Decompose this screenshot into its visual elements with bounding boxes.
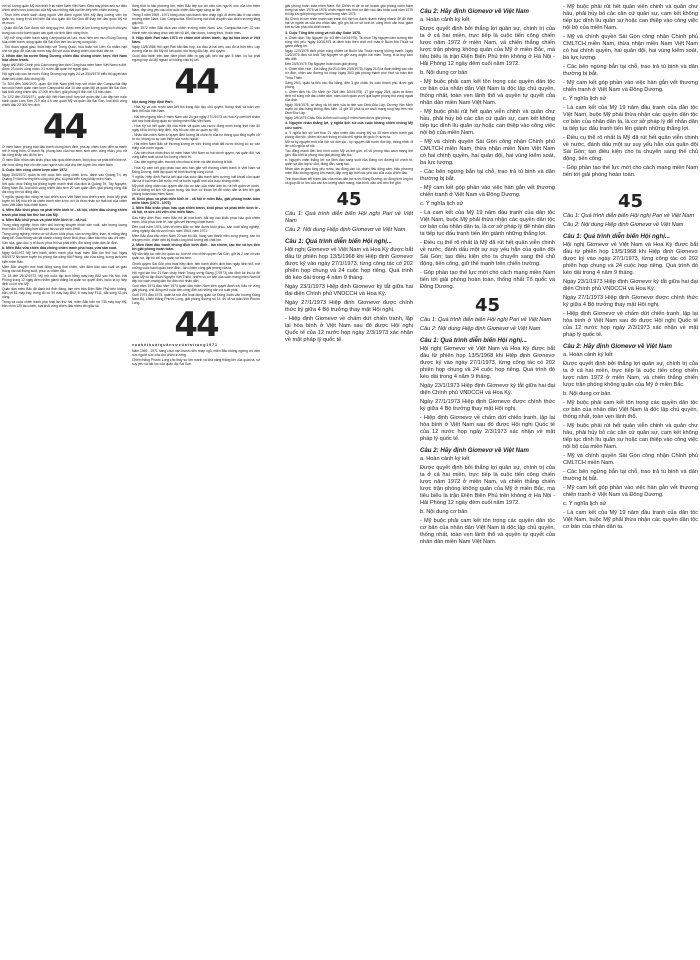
subheading: c. Ý nghĩa lịch sử: [563, 96, 607, 102]
paragraph: Chính quyền Sài Gòn phá hoại hiệp định, tiến hành chiến dịch tràn ngập lãnh thổ, mở những cuộc hành quân bình định - lấn chiếm vùng giải phóng của ta.: [132, 261, 260, 270]
paragraph: Ngày 30/3/1972, quân ta mở cuộc tiến công chiến lược, đánh vào Quảng Trị, lấy Quảng Trị làm hướng tiến công chủ yếu, rồi phát triển rộng khắp miền Nam.: [2, 172, 127, 181]
paragraph: - Góp phần tạo thế lực mới cho cách mạng miền Nam tiến tới giải phóng hoàn toàn, thống nhất Tổ quốc và Đông Dương.: [420, 270, 555, 290]
paragraph: Mở ra kỷ nguyên mới của lịch sử dân tộc - kỷ nguyên đất nước độc lập, thống nhất, đi lên chủ nghĩa xã hội.: [285, 139, 413, 148]
paragraph: Ngày 13/5/1968 Hội nghị Pari bắt đầu họp, lúc đầu là hai bên, sau đó là bốn bên. Lập trường của ta: đòi Mỹ rút hết quân, tôn trọng độc lập, chủ quyền.: [132, 44, 260, 53]
paragraph: - Mỹ buộc phải rút hết quân viễn chinh và quân chư hầu, phải hủy bỏ các căn cứ quân sự, cam kết không tiếp tục dính líu quân sự hoặc can thiệp vào công việc nội bộ của miền Nam.: [420, 109, 555, 136]
paragraph: - Mỹ và chính quyền Sài Gòn công nhận Chính phủ CMLTCH miền Nam.: [563, 453, 698, 466]
paragraph: Ở miền Bắc: nhân dân khắc phục hậu quả chiến tranh, khôi phục và phát triển kinh tế, văn hóa, đồng thời chi viện sức người sức của cho tiền tuyến lớn miền Nam.: [2, 158, 127, 167]
paragraph: Mỹ vẫn tiếp tục viện trợ quân sự, kinh tế cho chính quyền Sài Gòn, giữ lại 2 vạn cố vấn quân sự, lập bộ chỉ huy quân sự trá hình.: [132, 252, 260, 261]
paragraph: - Hiệp định Giơnevơ về chấm dứt chiến tranh, lập lại hòa bình ở Việt Nam sau đó được Hội nghị Quốc tế của 12 nước họp ngày 2/3/1973 xác nhận về mặt pháp lý quốc tế.: [285, 315, 413, 343]
paragraph: a. Chiến dịch Tây Nguyên (từ 4/3 đến 24/3/1975). Ta chọn Tây Nguyên làm hướng tiến công chủ yếu. Ngày 10/3/1975 ta đánh trận then chốt mở màn ở Buôn Ma Thuột và giành thắng lợi.: [285, 35, 413, 48]
paragraph: Trong cả cuộc chiến tranh phá hoại lần thứ hai, miền Bắc bắn rơi 735 máy bay Mỹ, bắn chìm 125 tàu chiến, loại khỏi vòng chiến đấu nhiều tên giặc lái.: [2, 300, 127, 309]
caption: Câu 1: Quá trình diễn biến Hội nghị Pari về Việt Nam: [420, 317, 552, 323]
paragraph: Hội nghị cấp cao ba nước Đông Dương họp ngày 24 và 25/4/1970 biểu thị quyết tâm đoàn kết chiến đấu chống Mỹ.: [2, 72, 127, 81]
paragraph: - Là cam kết của Mỹ 19 năm đầu tranh của dân tộc Việt Nam, buộc Mỹ phải thừa nhận các quyền dân tộc cơ bản của nhân dân ta.: [563, 510, 698, 530]
paragraph: - Mỹ cam kết góp phần vào việc hàn gắn vết thương chiến tranh ở Việt Nam và Đông Dương.: [563, 80, 698, 93]
question-heading: Câu 2: Hãy định Giơnevơ về Việt Nam: [420, 447, 529, 454]
paragraph: Chiến thắng Phước Long cho thấy sự lớn mạnh và khả năng thắng lớn của quân ta, sự suy yếu và bất lực của quân đội Sài Gòn.: [132, 357, 260, 366]
section-heading: III. Khôi phục và phát triển kinh tế - xã hội ở miền Bắc, giải phóng hoàn toàn miền Nam (1973 - 1975): [132, 197, 260, 206]
paragraph: Bộ Chính trị còn nhấn mạnh cần tranh thủ thời cơ đánh nhanh thắng nhanh để đỡ thiệt hại về người và của cho nhân dân, giữ gìn tốt cơ sở kinh tế, công trình văn hóa, giảm bớt sự tàn phá của chiến tranh.: [285, 17, 413, 30]
column-4: [420, 4, 555, 958]
paragraph: Hội nghị Giơnevơ về Việt Nam và Hoa Kỳ được bắt đầu từ phiên họp 13/5/1968 khi Hiệp định Giơnevơ được ký vào ngày 27/1/1973, từng công tác có 202 phiên họp chung và 24 cuộc họp riêng. Quá trình đó kéo dài trong 4 năm 9 tháng.: [420, 346, 555, 380]
subheading: a. Hoàn cảnh ký kết: [420, 17, 470, 23]
paragraph: đồng thời là hậu phương lớn, miền Bắc tiếp tục chi viện sức người, sức của cho miền Nam, đáp ứng yêu cầu của cuộc chiến đấu ngày càng ác liệt.: [132, 4, 260, 13]
paragraph: Hội nghị Giơnevơ về Việt Nam và Hoa Kỳ được bắt đầu từ phiên họp 13/5/1968 khi Hiệp định Giơnevơ được ký vào ngày 27/1/1973, từng công tác có 202 phiên họp chung và 24 cuộc họp riêng. Quá trình đó kéo dài trong 4 năm 9 tháng.: [285, 246, 413, 281]
section-heading: 5. Hiệp định Pari năm 1973 về chấm dứt chiến tranh, lập lại hòa bình ở Việt Nam.: [132, 35, 260, 44]
page-number: 44: [42, 107, 87, 148]
paragraph: - Góp phần tạo thế lực mới cho cách mạng miền Nam tiến tới giải phóng hoàn toàn.: [563, 165, 698, 178]
subheading: b. Nội dung cơ bản: [563, 391, 611, 397]
section-heading: 1. Miền Bắc khắc phục hậu quả chiến tranh, khôi phục và phát triển kinh tế - xã hội, ra sức chi viện cho miền Nam.: [132, 206, 260, 215]
paragraph: Quân dân miền Bắc đã đánh trả đích đáng, làm nên trận Điện Biên Phủ trên không, bắn rơi 81 máy bay, trong đó có 34 máy bay B52, 5 máy bay F111, bắt sống 43 phi công.: [2, 287, 127, 300]
paragraph: - Hai bên ngừng bắn ở miền Nam vào 24 giờ ngày 27/1/1973 và Hoa Kỳ cam kết chấm dứt mọi hoạt động quân sự chống miền Bắc Việt Nam.: [132, 114, 260, 123]
paragraph: Miền Bắc chuyển mọi hoạt động sang thời chiến, vẫn đảm bảo sản xuất và giao thông vận tải thông suốt, phục vụ chiến đấu.: [2, 264, 127, 273]
paragraph: - Mỹ buộc phải cam kết tôn trọng các quyền dân tộc cơ bản của nhân dân Việt Nam là độc lập chủ quyền, thống nhất, toàn vẹn lãnh thổ.: [563, 400, 698, 420]
section-heading: 2. Nhân dân ba nước Đông Dương chiến đấu chống chiến lược Việt Nam hóa chiến tranh.: [2, 54, 127, 63]
subheading: c. Ý nghĩa lịch sử: [420, 201, 464, 207]
col3-dense-block: [285, 4, 413, 185]
col3-readable-block: [285, 188, 413, 344]
paragraph: - Mỹ cam kết góp phần vào việc hàn gắn vết thương chiến tranh ở Việt Nam và Đông Dương.: [420, 185, 555, 198]
section-heading: b. Miền Bắc vừa chiến đấu chống chiến tranh phá hoại, vừa sản xuất.: [2, 246, 118, 251]
subheading: b. Nội dung cơ bản: [420, 509, 468, 515]
paragraph: - Thực hiện chính sách dùng người Việt đánh người Việt. Mỹ tăng cường viện trợ quân sự, trang bị vũ khí hiện đại cho quân đội Sài Gòn để thay thế dần quân Mỹ rút về nước.: [2, 13, 127, 26]
paragraph: Ngày 23/1/1973 Hiệp định Giơnevơ ký tắt giữa hai đại diện Chính phủ VNDCCH và Hoa Kỳ.: [563, 279, 698, 292]
paragraph: Mỹ phải công nhận các quyền dân tộc cơ bản của nhân dân ta, rút hết quân về nước. Đó là thắng lợi lịch sử quan trọng, tạo thời cơ thuận lợi để nhân dân ta tiến lên giải phóng hoàn toàn miền Nam.: [132, 183, 260, 197]
page-number: 44: [174, 305, 218, 346]
paragraph: - Mỹ và chính quyền Sài Gòn công nhận Chính phủ CMLTCH miền Nam, thừa nhận miền Nam Việt Nam có hai chính quyền, hai quân đội, hai vùng kiểm soát, ba lực lượng.: [420, 139, 555, 166]
col2-block-b: [132, 100, 260, 305]
paragraph: - Mỹ buộc phải cam kết tôn trọng các quyền dân tộc cơ bản của nhân dân Việt Nam là độc lập chủ quyền, thống nhất, toàn vẹn lãnh thổ và quyền tự quyết của nhân dân miền Nam Việt Nam.: [420, 518, 555, 545]
paragraph: b. Chiến dịch Huế - Đà Nẵng (từ 21/3 đến 29/3/1975). Ngày 21/3 ta đánh thẳng vào căn cứ địch, chặn các đường rút chạy. Ngày 26/3 giải phóng thành phố Huế và toàn tỉnh Thừa Thiên.: [285, 67, 413, 80]
paragraph: Trong 3 năm 1969 - 1971 hàng chục vạn thanh niên nhập ngũ, đi chiến đấu ở các chiến trường miền Nam, Lào, Campuchia. Khối lượng vật chất chuyển vào chiến trường tăng gấp bội.: [132, 13, 260, 26]
paragraph: Tinh thần đoàn kết chiến đấu của nhân dân ba nước Đông Dương, sự đồng tình ủng hộ và giúp đỡ to lớn của các lực lượng cách mạng, hòa bình, dân chủ trên thế giới.: [285, 176, 413, 185]
paragraph: - Nhân dân miền Nam tự quyết định tương lai chính trị của họ thông qua tổng tuyển cử tự do, không có sự can thiệp của nước ngoài.: [132, 132, 260, 141]
paragraph: Từ 12/2 đến 23/3/1971, quân đội Việt Nam phối hợp với quân dân Lào đập tan cuộc hành quân Lam Sơn 719 của 4,5 vạn quân Mỹ và quân đội Sài Gòn, loại khỏi vòng chiến đấu 22.000 tên địch.: [2, 94, 127, 108]
paragraph: giải phóng hoàn toàn miền Nam. Bộ Chính trị đề ra kế hoạch giải phóng miền Nam trong hai năm 1975 và 1976, nhấn mạnh nếu thời cơ đến vào đầu hoặc cuối năm 1975 thì lập tức giải phóng miền Nam trong năm 1975.: [285, 4, 413, 17]
question-heading: Câu 1: Quá trình diễn biến Hội nghị...: [563, 233, 670, 240]
paragraph: Sau Hiệp định Pari, miền Bắc trở lại hòa bình, bắt tay vào khắc phục hậu quả chiến tranh, khôi phục kinh tế, hàn gắn vết thương chiến tranh.: [132, 215, 260, 224]
paragraph: Năm 1972 miền Bắc đưa vào chiến trường miền Nam, Lào, Campuchia hơn 22 vạn thanh niên và hàng chục vạn tấn vũ khí, đạn dược, lương thực, thuốc men.: [132, 26, 260, 35]
page-number: 45: [474, 295, 501, 316]
paragraph: Ngày 27/1/1973 Hiệp định Giơnevơ được chính thức ký giữa 4 Bộ trưởng thay mặt Hội nghị.: [563, 295, 698, 308]
paragraph: Ý nghĩa: giáng đòn nặng nề vào chiến lược Việt Nam hóa chiến tranh, buộc Mỹ phải tuyên bố Mỹ hóa trở lại chiến tranh xâm lược, tức là thừa nhận sự thất bại của chiến lược Việt Nam hóa chiến tranh.: [2, 195, 127, 208]
paragraph: - Hoa Kỳ và các nước cam kết tôn trọng độc lập, chủ quyền, thống nhất và toàn vẹn lãnh thổ của Việt Nam.: [132, 105, 260, 114]
paragraph: Ngày 23/1/1973 Hiệp định Giơnevơ ký tắt giữa hai đại diện Chính phủ VNDCCH và Hoa Kỳ.: [420, 383, 555, 396]
subheading: a. Hoàn cảnh ký kết: [420, 456, 470, 462]
section-heading: 2. Miền Nam đấu tranh chống địch bình định - lấn chiếm, tạo thế và lực tiến tới giải phóng hoàn toàn.: [132, 243, 260, 252]
caption: Câu 1: Quá trình diễn biến Hội nghị Pari về Việt Nam: [285, 210, 413, 224]
question-heading: Câu 2: Hãy định Giơnevơ về Việt Nam: [420, 8, 529, 15]
page-number: 45: [617, 191, 644, 212]
paragraph: - Hoa Kỳ cam kết góp phần vào việc hàn gắn vết thương chiến tranh ở Việt Nam và Đông Dương, thiết lập quan hệ bình thường cùng có lợi.: [132, 165, 260, 174]
paragraph: - Là cam kết của Mỹ 19 năm đầu tranh của dân tộc Việt Nam, buộc Mỹ phải thừa nhận các quyền dân tộc cơ bản của nhân dân ta, là cơ sở pháp lý để nhân dân ta tiếp tục đấu tranh tiến lên giành những thắng lợi.: [563, 105, 698, 132]
paragraph: - Hai miền Nam Bắc sẽ thương lượng về việc thống nhất đất nước không có sự can thiệp của nước ngoài.: [132, 142, 260, 151]
paragraph: Ngày 2/5/1975 Châu Đốc là tỉnh cuối cùng ở miền Nam được giải phóng.: [285, 116, 392, 121]
paragraph: Văn hóa, giáo dục, y tế được phục hồi và phát triển, đời sống nhân dân ổn định.: [2, 241, 119, 246]
paragraph: Tác động mạnh đến tình hình nước Mỹ và thế giới, cổ vũ phong trào cách mạng thế giới, đặc biệt là phong trào giải phóng dân tộc.: [285, 149, 413, 158]
paragraph: - Mỹ buộc phải rút hết quân viễn chinh và quân chư hầu, phải hủy bỏ các căn cứ quân sự, cam kết không tiếp tục dính líu quân sự hoặc can thiệp vào công việc nội bộ của miền Nam.: [563, 423, 698, 450]
section-heading: a. Miền Bắc khôi phục và phát triển kinh tế - xã hội.: [2, 217, 87, 222]
paragraph: - Hiệp định Giơnevơ về chấm dứt chiến tranh, lập lại hòa bình ở Việt Nam sau đó được Hội nghị Quốc tế của 12 nước họp ngày 2/3/1973 xác nhận về mặt pháp lý quốc tế.: [420, 415, 555, 442]
section-heading: 4. Miền Bắc khôi phục và phát triển kinh tế - xã hội, chiến đấu chống chiến tranh phá hoại lần thứ hai của Mỹ.: [2, 208, 127, 217]
paragraph: c. Chiến dịch Hồ Chí Minh (từ 26/4 đến 30/4/1975). 17 giờ ngày 26/4, quân ta được lệnh nổ súng mở đầu chiến dịch, năm cánh quân vượt qua tuyến phòng thủ vòng ngoài của địch.: [285, 89, 413, 102]
paragraph: - Các bên ngừng bắn tại chỗ, trao trả tù binh và dân thường bị bắt.: [420, 169, 555, 182]
paragraph: Miền Bắc đưa vào miền Nam 20 vạn bộ đội, hàng vạn thanh niên xung phong, cán bộ chuyên môn, nhân viên kỹ thuật cùng khối lượng vật chất lớn.: [132, 233, 260, 243]
paragraph: - Các bên thừa nhận thực tế miền Nam Việt Nam có hai chính quyền, hai quân đội, hai vùng kiểm soát và ba lực lượng chính trị.: [132, 151, 260, 160]
subheading: c. Ý nghĩa lịch sử: [563, 501, 607, 507]
col1-block-a: [2, 4, 127, 107]
paragraph: - Hiệp định Giơnevơ về chấm dứt chiến tranh, lập lại hòa bình ở Việt Nam sau đó được Hội nghị Quốc tế của 12 nước họp ngày 2/3/1973 xác nhận về mặt pháp lý quốc tế.: [563, 311, 698, 338]
paragraph: - Mỹ cam kết góp phần vào việc hàn gắn vết thương chiến tranh ở Việt Nam và Đông Dương.: [563, 485, 698, 498]
paragraph: Trong công nghiệp, nhiều cơ sở được khôi phục, sản lượng điện, than, xi măng tăng đáng kể. Giao thông vận tải nhanh chóng được khôi phục, đảm bảo nhu cầu chi viện.: [2, 231, 127, 241]
paragraph: Ở miền Nam: phong trào đấu tranh chống bình định, phá ấp chiến lược diễn ra mạnh mẽ ở nông thôn. Ở thành thị, phong trào của học sinh, sinh viên, công nhân, phụ nữ lan rộng khắp các đô thị lớn.: [2, 145, 127, 158]
paragraph: Hội nghị Giơnevơ về Việt Nam và Hoa Kỳ được bắt đầu từ phiên họp 13/5/1968 khi Hiệp định Giơnevơ được ký vào ngày 27/1/1973, từng công tác có 202 phiên họp chung và 24 cuộc họp riêng. Quá trình đó kéo dài trong 4 năm 9 tháng.: [563, 242, 698, 276]
paragraph: - Các bên ngừng bắn, trao trả cho nhau tù binh và dân thường bị bắt.: [132, 160, 233, 165]
paragraph: - Mỹ và chính quyền Sài Gòn công nhận Chính phủ CMLTCH miền Nam, thừa nhận miền Nam Việt Nam có hai chính quyền, hai quân đội, hai vùng kiểm soát, ba lực lượng.: [563, 34, 698, 61]
paragraph: Cuộc đấu tranh trên bàn đàm phán diễn ra gay gắt, kéo dài gần 5 năm, có lúc phải ngừng họp do Mỹ ngoan cố không chịu ký kết.: [132, 54, 260, 63]
paragraph: - Điều cụ thể rõ nhất là Mỹ đã rút hết quân viễn chinh về nước, đánh dấu một sự suy yếu hẳn của quân đội Sài Gòn; tạo điều kiện cho ta chuyển sang thế chủ động, tiến công, giữ thế mạnh trên chiến trường.: [420, 240, 555, 267]
paragraph: Hội nghị lần thứ 21 Ban chấp hành Trung ương Đảng (7/1973) xác định kẻ thù là đế quốc Mỹ và tập đoàn Nguyễn Văn Thiệu, nhiệm vụ cơ bản của cách mạng miền Nam là tiếp tục cách mạng dân tộc dân chủ nhân dân.: [132, 270, 260, 283]
paragraph: - Các bên ngừng bắn tại chỗ, trao trả tù binh và dân thường bị bắt.: [563, 469, 698, 482]
paragraph: Được quyết định bởi thắng lợi quân sự, chính trị của ta ở cả hai miền, trực tiếp là cuộc tiến công chiến lược năm 1972 ở miền Nam, và chiến thắng chiến lược trận phòng không quân của Mỹ ở miền Bắc.: [563, 361, 698, 388]
paragraph: Đến 24/3/1975 Tây Nguyên hoàn toàn giải phóng.: [285, 62, 358, 67]
paragraph: Trong nông nghiệp, thực hiện chủ trương khuyến khích sản xuất, sản lượng lương thực năm 1970 tăng hơn 60 vạn tấn so với năm 1968.: [2, 222, 127, 231]
paragraph: Ngày 6/6/1969 Chính phủ Cách mạng lâm thời Cộng hòa miền Nam Việt Nam ra đời, được 23 nước công nhận, 21 nước đặt quan hệ ngoại giao.: [2, 63, 127, 72]
column-2: [132, 4, 260, 958]
question-heading: Câu 1: Quá trình diễn biến Hội nghị...: [285, 237, 392, 245]
caption: Câu 1: Quá trình diễn biến Hội nghị Pari về Việt Nam: [563, 213, 695, 219]
paragraph: - Là cam kết của Mỹ 19 năm đầu tranh của dân tộc Việt Nam, buộc Mỹ phải thừa nhận các quyền dân tộc cơ bản của nhân dân ta, là cơ sở pháp lý để nhân dân ta tiếp tục đấu tranh tiến lên giành những thắng lợi.: [420, 210, 555, 237]
paragraph: - Quân đội Sài Gòn được mở rộng quy mô, được xem là lực lượng xung kích chủ yếu trong các cuộc hành quân càn quét và bình định nông thôn.: [2, 26, 127, 35]
paragraph: Được quyết định bởi thắng lợi quân sự, chính trị của ta ở cả hai miền, trực tiếp là cuộc tiến công chiến lược năm 1972 ở miền Nam, và chiến thắng chiến lược trận phòng không quân của Mỹ ở miền Bắc, mà tiêu biểu là trận Điện Biên Phủ trên không ở Hà Nội - Hải Phòng 12 ngày đêm cuối năm 1972.: [420, 465, 555, 506]
section-heading: 4. Nguyên nhân thắng lợi, ý nghĩa lịch sử của cuộc kháng chiến chống Mỹ cứu nước.: [285, 121, 413, 130]
paragraph: Từ 18 đến 29/12/1972, Mỹ mở cuộc tập kích bằng máy bay B52 vào Hà Nội, Hải Phòng trong 12 ngày đêm nhằm giành thắng lợi quân sự quyết định, buộc ta ký hiệp định có lợi cho Mỹ.: [2, 273, 127, 286]
paragraph: Từ 30/4 đến 30/6/1970, quân đội Việt Nam phối hợp với nhân dân Campuchia đập tan cuộc hành quân xâm lược Campuchia của 10 vạn quân Mỹ và quân đội Sài Gòn, loại khỏi vòng chiến đấu 17.000 tên địch, giải phóng 5 tỉnh với 4,5 triệu dân.: [2, 81, 127, 94]
caption: Câu 2: Nội dung Hiệp định Giơnevơ về Việt Nam: [420, 326, 541, 332]
column-5: [563, 4, 698, 958]
section-heading: 3. Cuộc Tổng tiến công và nổi dậy Xuân 1975.: [285, 30, 361, 35]
paragraph: Được quyết định bởi thắng lợi quân sự, chính trị của ta ở cả hai miền, trực tiếp là cuộc tiến công chiến lược năm 1972 ở miền Nam, và chiến thắng chiến lược trận phòng không quân của Mỹ ở miền Bắc, mà tiêu biểu là trận Điện Biên Phủ trên không ở Hà Nội - Hải Phòng 12 ngày đêm cuối năm 1972.: [420, 26, 555, 67]
paragraph: - Điều cụ thể rõ nhất là Mỹ đã rút hết quân viễn chinh về nước, đánh dấu một sự suy yếu hẳn của quân đội Sài Gòn; tạo điều kiện cho ta chuyển sang thế chủ động, tiến công.: [563, 135, 698, 162]
caption: Câu 2: Nội dung Hiệp định Giơnevơ về Việt Nam: [285, 226, 406, 233]
subheading: a. Hoàn cảnh ký kết: [563, 352, 613, 358]
paragraph: Cuối năm 1973 đầu năm 1974 quân dân miền Nam kiên quyết đánh trả, bảo vệ vùng giải phóng, chủ động mở cuộc tiến công địch tại những căn cứ xuất phát.: [132, 283, 260, 293]
paragraph: Đến cuối năm 1974, kinh tế miền Bắc cơ bản được khôi phục, sản xuất nông nghiệp, công nghiệp đạt và vượt mức năm 1964, năm 1971.: [132, 224, 260, 233]
paragraph: Ngày 23/1/1973 Hiệp định Giơnevơ ký tắt giữa hai đại diện Chính phủ VNDCCH và Hoa Kỳ.: [285, 283, 413, 297]
paragraph: Ngày 12/3/1975 địch phản công chiếm lại Buôn Ma Thuột nhưng không thành. Ngày 14/3/1975 địch rút khỏi Tây Nguyên về giữ vùng duyên hải miền Trung, bị ta truy kích tiêu diệt.: [285, 48, 413, 62]
section-heading: Nội dung Hiệp định Pari:: [132, 100, 173, 105]
column-3: [285, 4, 413, 958]
paragraph: Ngày 6/4/1972 Mỹ tiến hành chiến tranh phá hoại miền Bắc lần thứ hai. Ngày 9/5/1972 Níchxơn tuyên bố phong tỏa cảng Hải Phòng, các cửa sông, luồng lạch ven biển miền Bắc.: [2, 251, 127, 264]
section-heading: 3. Cuộc tiến công chiến lược năm 1972: [2, 167, 68, 172]
paragraph: Cuối 1974 đầu 1975, quân ta mở đợt hoạt động quân sự Đông Xuân vào hướng Đông Nam Bộ, chiến thắng Phước Long, giải phóng đường số 14, thị xã và toàn tỉnh Phước Long.: [132, 293, 260, 306]
paragraph: Sáng 29/3, quân ta tiến vào Đà Nẵng, đến 3 giờ chiều thì toàn thành phố được giải phóng.: [285, 80, 413, 89]
paragraph: Kết quả: chọc thủng ba phòng tuyến mạnh nhất của địch là Quảng Trị, Tây Nguyên, Đông Nam Bộ, loại khỏi vòng chiến đấu hơn 20 vạn quân địch, giải phóng vùng đất đai rộng lớn và đông dân.: [2, 181, 127, 195]
caption: Câu 2: Nội dung Hiệp định Giơnevơ về Việt Nam: [563, 222, 684, 228]
paragraph: - Mỹ buộc phải cam kết tôn trọng các quyền dân tộc cơ bản của nhân dân Việt Nam là độc lập chủ quyền, thống nhất, toàn vẹn lãnh thổ và quyền tự quyết của nhân dân miền Nam Việt Nam.: [420, 79, 555, 106]
page-number: 45: [336, 188, 362, 210]
paragraph: với số lượng quân Mỹ cần thiết ở lại miền Nam Việt Nam. Điều này phản ánh sự điều chỉnh chiến lược toàn cầu của Mỹ sau những thất bại liên tiếp trên chiến trường.: [2, 4, 127, 13]
question-heading: Câu 1: Quá trình diễn biến Hội nghị...: [420, 337, 527, 344]
paragraph: Năm 1969 - 1971 hàng chục vạn thanh niên nhập ngũ, miền Bắc không ngừng chi viện sức người sức của cho chiến trường.: [132, 348, 260, 357]
paragraph: - Hoa Kỳ rút hết quân đội của mình và quân các nước đồng minh trong thời hạn 60 ngày kể từ khi ký hiệp định, hủy bỏ các căn cứ quân sự Mỹ.: [132, 123, 260, 132]
subheading: b. Nội dung cơ bản: [420, 70, 468, 76]
column-1: [2, 4, 127, 958]
question-heading: Câu 2: Hãy định Giơnevơ về Việt Nam: [563, 343, 672, 350]
col1-block-b: [2, 145, 127, 308]
paragraph: - Mỹ mở rộng chiến tranh sang Campuchia và Lào, thực hiện âm mưu Đông Dương hóa chiến tranh, dùng quân đội Sài Gòn làm lực lượng xung kích.: [2, 35, 127, 44]
paragraph: Ngày 27/1/1973 Hiệp định Giơnevơ được chính thức ký giữa 4 Bộ trưởng thay mặt Hội nghị.: [420, 399, 555, 412]
paragraph: b. Nguyên nhân thắng lợi: sự lãnh đạo sáng suốt của Đảng với đường lối chính trị, quân sự độc lập tự chủ, đúng đắn, sáng tạo.: [285, 158, 413, 167]
paragraph: Ngày 27/1/1973 Hiệp định Giơnevơ được chính thức ký giữa 4 Bộ trưởng thay mặt Hội nghị.: [285, 299, 413, 313]
col2-block-a: [132, 4, 260, 62]
paragraph: - Mỹ buộc phải rút hết quân viễn chinh và quân chư hầu, phải hủy bỏ các căn cứ quân sự, cam kết không tiếp tục dính líu quân sự hoặc can thiệp vào công việc nội bộ của miền Nam.: [563, 4, 698, 31]
paragraph: - Thủ đoạn ngoại giao: thỏa hiệp với Trung Quốc, hòa hoãn với Liên Xô nhằm hạn chế sự giúp đỡ của các nước này đối với cuộc kháng chiến của nhân dân ta.: [2, 44, 127, 53]
paragraph: - Các bên ngừng bắn tại chỗ, trao trả tù binh và dân thường bị bắt.: [563, 64, 698, 77]
page-number: 44: [174, 62, 218, 103]
section-heading: v ọ ạ h ề t h u ậ t q u â n s ự c ủ a t a t r o n g 1 9 7 1: [132, 343, 217, 348]
paragraph: Nhân dân ta giàu lòng yêu nước, lao động cần cù, chiến đấu dũng cảm. Hậu phương miền Bắc không ngừng lớn mạnh, đáp ứng kịp thời các yêu cầu của cuộc chiến đấu.: [285, 167, 413, 176]
paragraph: a. Ý nghĩa lịch sử: kết thúc 21 năm chiến đấu chống Mỹ và 30 năm chiến tranh giải phóng dân tộc, chấm dứt ách thống trị của chủ nghĩa đế quốc ở nước ta.: [285, 130, 413, 139]
paragraph: Ngày 30/4/1975, xe tăng và bộ binh của ta tiến vào Dinh Độc Lập, Dương Văn Minh tuyên bố đầu hàng không điều kiện. 11 giờ 30 phút lá cờ cách mạng tung bay trên nóc Dinh Độc Lập.: [285, 103, 413, 116]
paragraph: Ý nghĩa: Hiệp định Pari là kết quả của cuộc đấu tranh kiên cường, bất khuất của quân dân ta ở hai miền đất nước, mở ra bước ngoặt mới của cuộc kháng chiến.: [132, 174, 260, 183]
